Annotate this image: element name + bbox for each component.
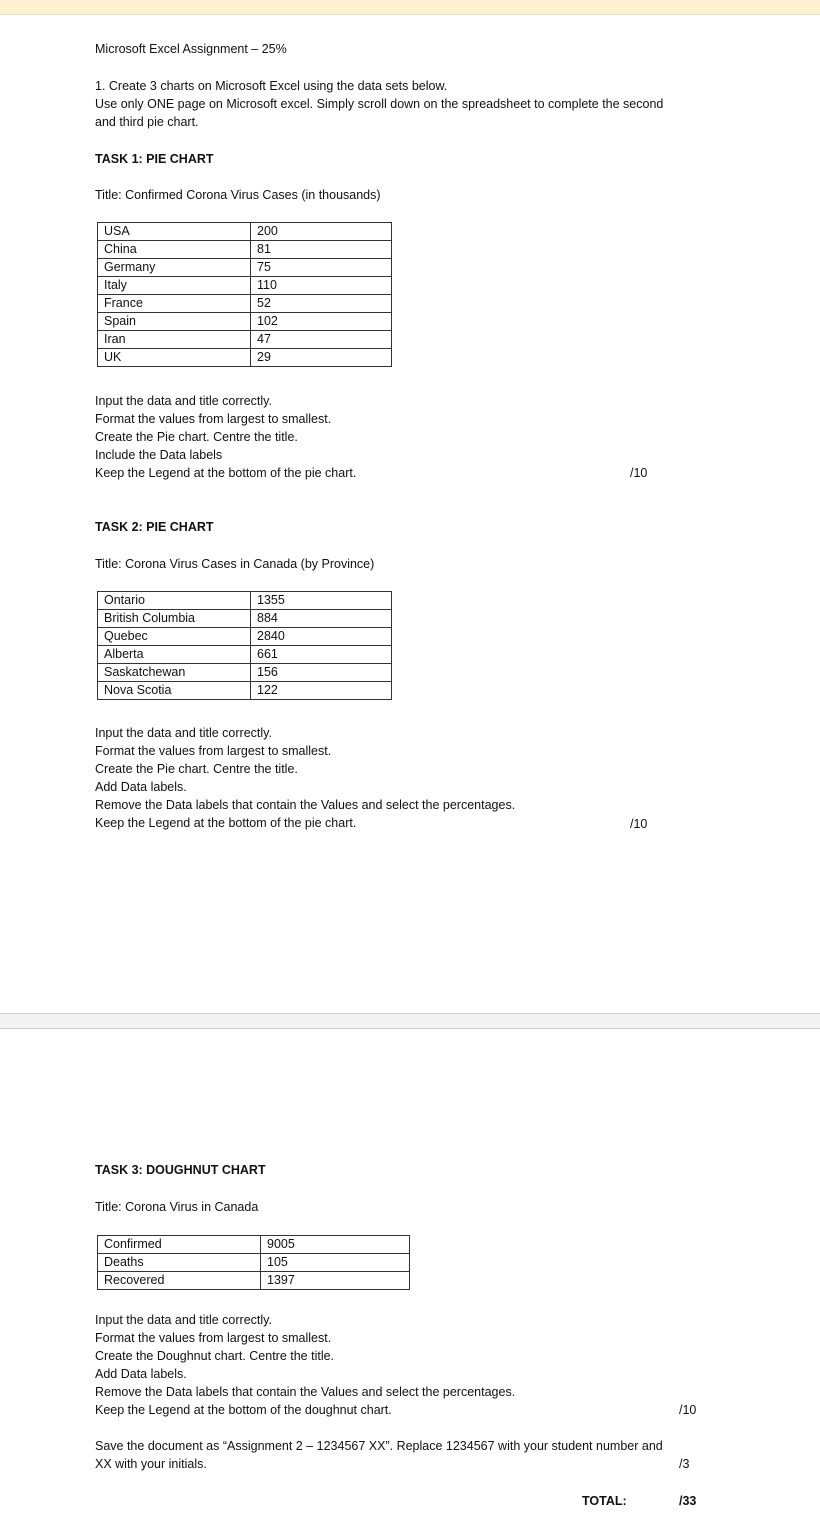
- table-row: [98, 277, 392, 295]
- row-value: 122: [251, 682, 392, 700]
- instruction-line: Remove the Data labels that contain the Values and select the percentages.: [95, 1385, 516, 1399]
- row-value: 75: [251, 259, 392, 277]
- instruction-line: Format the values from largest to smallest.: [95, 412, 332, 426]
- row-value: 1355: [251, 592, 392, 610]
- total-marks: /33: [679, 1494, 697, 1508]
- row-label: Nova Scotia: [98, 682, 251, 700]
- row-label: France: [98, 295, 251, 313]
- row-value: 52: [251, 295, 392, 313]
- task1-title: Title: Confirmed Corona Virus Cases (in thousands): [95, 188, 381, 202]
- save-line: Save the document as “Assignment 2 – 1234567 XX”. Replace 1234567 with your student number and: [95, 1439, 663, 1453]
- row-label: UK: [98, 349, 251, 367]
- table-row: [98, 223, 392, 241]
- instruction-line: Keep the Legend at the bottom of the pie chart.: [95, 816, 357, 830]
- row-label: Alberta: [98, 646, 251, 664]
- row-value: 156: [251, 664, 392, 682]
- task2-data-table: [97, 591, 392, 700]
- row-label: Quebec: [98, 628, 251, 646]
- table-row: [98, 610, 392, 628]
- intro-line: and third pie chart.: [95, 115, 199, 129]
- instruction-line: Create the Pie chart. Centre the title.: [95, 430, 298, 444]
- instruction-line: Input the data and title correctly.: [95, 1313, 272, 1327]
- instruction-line: Include the Data labels: [95, 448, 223, 462]
- instruction-line: Add Data labels.: [95, 1367, 187, 1381]
- table-row: [98, 331, 392, 349]
- table-row: [98, 628, 392, 646]
- document-title: Microsoft Excel Assignment – 25%: [95, 42, 287, 56]
- row-value: 81: [251, 241, 392, 259]
- intro-line: Use only ONE page on Microsoft excel. Simply scroll down on the spreadsheet to complete the second: [95, 97, 664, 111]
- task2-title: Title: Corona Virus Cases in Canada (by Province): [95, 557, 375, 571]
- row-value: 661: [251, 646, 392, 664]
- row-value: 1397: [261, 1272, 410, 1290]
- intro-paragraph: [95, 77, 663, 131]
- row-value: 884: [251, 610, 392, 628]
- row-label: Confirmed: [98, 1236, 261, 1254]
- row-label: Ontario: [98, 592, 251, 610]
- row-label: British Columbia: [98, 610, 251, 628]
- task2-marks: /10: [630, 817, 648, 831]
- save-line: XX with your initials.: [95, 1457, 207, 1471]
- top-toolbar-strip: [0, 0, 820, 15]
- table-row: [98, 1254, 410, 1272]
- table-row: [98, 295, 392, 313]
- instruction-line: Create the Pie chart. Centre the title.: [95, 762, 298, 776]
- task3-marks: /10: [679, 1403, 697, 1417]
- table-row: [98, 241, 392, 259]
- table-row: [98, 349, 392, 367]
- save-instructions: [95, 1437, 663, 1473]
- row-value: 29: [251, 349, 392, 367]
- task1-data-table: [97, 222, 392, 367]
- task1-marks: /10: [630, 466, 648, 480]
- row-value: 102: [251, 313, 392, 331]
- row-label: USA: [98, 223, 251, 241]
- row-value: 110: [251, 277, 392, 295]
- instruction-line: Remove the Data labels that contain the Values and select the percentages.: [95, 798, 516, 812]
- instruction-line: Input the data and title correctly.: [95, 394, 272, 408]
- row-value: 9005: [261, 1236, 410, 1254]
- instruction-line: Keep the Legend at the bottom of the doughnut chart.: [95, 1403, 392, 1417]
- table-row: [98, 1236, 410, 1254]
- table-row: [98, 682, 392, 700]
- task3-heading: TASK 3: DOUGHNUT CHART: [95, 1163, 266, 1177]
- intro-line: 1. Create 3 charts on Microsoft Excel using the data sets below.: [95, 79, 448, 93]
- row-label: Recovered: [98, 1272, 261, 1290]
- table-row: [98, 646, 392, 664]
- page-break-separator: [0, 1013, 820, 1029]
- row-label: Deaths: [98, 1254, 261, 1272]
- table-row: [98, 313, 392, 331]
- task2-heading: TASK 2: PIE CHART: [95, 520, 214, 534]
- row-value: 47: [251, 331, 392, 349]
- table-row: [98, 664, 392, 682]
- row-label: Iran: [98, 331, 251, 349]
- instruction-line: Keep the Legend at the bottom of the pie chart.: [95, 466, 357, 480]
- save-marks: /3: [679, 1457, 690, 1471]
- task2-instructions: [95, 724, 515, 832]
- instruction-line: Add Data labels.: [95, 780, 187, 794]
- table-row: [98, 592, 392, 610]
- row-value: 105: [261, 1254, 410, 1272]
- instruction-line: Format the values from largest to smallest.: [95, 1331, 332, 1345]
- total-label: TOTAL:: [582, 1494, 627, 1508]
- instruction-line: Input the data and title correctly.: [95, 726, 272, 740]
- instruction-line: Create the Doughnut chart. Centre the title.: [95, 1349, 335, 1363]
- row-label: Saskatchewan: [98, 664, 251, 682]
- task3-title: Title: Corona Virus in Canada: [95, 1200, 259, 1214]
- instruction-line: Format the values from largest to smallest.: [95, 744, 332, 758]
- task3-instructions: [95, 1311, 515, 1419]
- task3-data-table: [97, 1235, 410, 1290]
- row-value: 2840: [251, 628, 392, 646]
- row-label: Spain: [98, 313, 251, 331]
- table-row: [98, 259, 392, 277]
- row-label: China: [98, 241, 251, 259]
- row-label: Italy: [98, 277, 251, 295]
- row-label: Germany: [98, 259, 251, 277]
- task1-heading: TASK 1: PIE CHART: [95, 152, 214, 166]
- task1-instructions: [95, 392, 356, 482]
- row-value: 200: [251, 223, 392, 241]
- table-row: [98, 1272, 410, 1290]
